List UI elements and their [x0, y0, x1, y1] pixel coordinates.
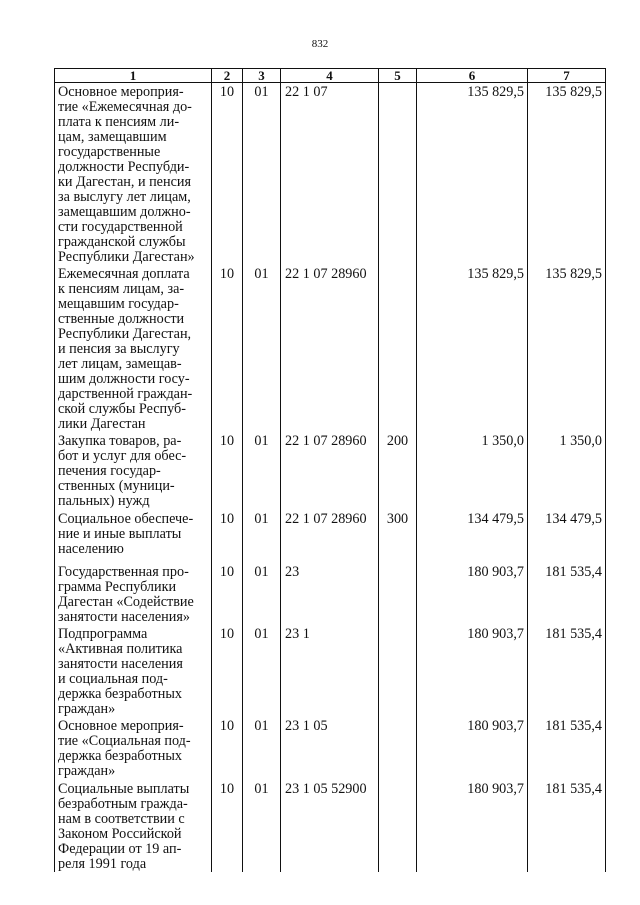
row-expense-type: [379, 717, 417, 780]
row-amount-1: 135 829,5: [417, 265, 528, 432]
row-expense-type: [379, 625, 417, 717]
row-amount-1: 134 479,5: [417, 510, 528, 563]
row-expense-type: [379, 83, 417, 266]
row-section: 10: [212, 265, 243, 432]
row-amount-1: 180 903,7: [417, 563, 528, 625]
row-subsection: 01: [243, 83, 281, 266]
row-name: Основное мероприя- тие «Ежемесячная до- плата к пенсиям ли- цам, замещавшим государственные должности Респубди- ки Дагестан, и пенсия за выслугу лет лицам, замещавшим должно- сти государственной гражданской службы Республики Дагестан»: [55, 83, 212, 266]
row-subsection: 01: [243, 717, 281, 780]
table-row: [55, 83, 606, 266]
row-name: Основное мероприя- тие «Социальная под- держка безработных граждан»: [55, 717, 212, 780]
table-row: [55, 432, 606, 510]
table-row: [55, 265, 606, 432]
row-expense-type: 300: [379, 510, 417, 563]
row-target-article: 22 1 07 28960: [281, 432, 379, 510]
row-target-article: 23: [281, 563, 379, 625]
header-col-1: 1: [55, 69, 212, 83]
header-col-5: 5: [379, 69, 417, 83]
page-number: 832: [311, 38, 329, 50]
row-name: Подпрограмма «Активная политика занятости населения и социальная под- держка безработных граждан»: [55, 625, 212, 717]
row-name: Социальное обеспече- ние и иные выплаты населению: [55, 510, 212, 563]
row-subsection: 01: [243, 510, 281, 563]
row-amount-2: 135 829,5: [528, 265, 606, 432]
row-amount-2: 1 350,0: [528, 432, 606, 510]
row-subsection: 01: [243, 625, 281, 717]
table-body: [55, 83, 606, 873]
row-target-article: 23 1 05: [281, 717, 379, 780]
row-target-article: 23 1 05 52900: [281, 780, 379, 872]
row-amount-2: 181 535,4: [528, 780, 606, 872]
row-amount-2: 181 535,4: [528, 717, 606, 780]
row-target-article: 22 1 07 28960: [281, 265, 379, 432]
row-subsection: 01: [243, 563, 281, 625]
table-row: [55, 625, 606, 717]
row-section: 10: [212, 83, 243, 266]
header-col-3: 3: [243, 69, 281, 83]
row-section: 10: [212, 780, 243, 872]
table-row: [55, 717, 606, 780]
row-name: Закупка товаров, ра- бот и услуг для обес- печения государ- ственных (муници- пальных) нужд: [55, 432, 212, 510]
table-header-row: [55, 69, 606, 83]
row-amount-2: 181 535,4: [528, 563, 606, 625]
row-name: Государственная про- грамма Республики Дагестан «Содействие занятости населения»: [55, 563, 212, 625]
row-amount-1: 180 903,7: [417, 625, 528, 717]
row-section: 10: [212, 510, 243, 563]
row-section: 10: [212, 717, 243, 780]
row-expense-type: [379, 265, 417, 432]
header-col-7: 7: [528, 69, 606, 83]
row-subsection: 01: [243, 432, 281, 510]
row-subsection: 01: [243, 780, 281, 872]
row-amount-1: 180 903,7: [417, 780, 528, 872]
row-amount-2: 181 535,4: [528, 625, 606, 717]
row-section: 10: [212, 625, 243, 717]
table-row: [55, 780, 606, 872]
row-section: 10: [212, 432, 243, 510]
row-amount-1: 180 903,7: [417, 717, 528, 780]
row-name: Социальные выплаты безработным гражда- нам в соответствии с Законом Российской Федерации от 19 ап- реля 1991 года: [55, 780, 212, 872]
row-amount-1: 135 829,5: [417, 83, 528, 266]
row-amount-2: 134 479,5: [528, 510, 606, 563]
row-section: 10: [212, 563, 243, 625]
row-amount-2: 135 829,5: [528, 83, 606, 266]
row-amount-1: 1 350,0: [417, 432, 528, 510]
row-target-article: 22 1 07: [281, 83, 379, 266]
row-target-article: 23 1: [281, 625, 379, 717]
row-name: Ежемесячная доплата к пенсиям лицам, за- мещавшим государ- ственные должности Республики Дагестан, и пенсия за выслугу лет лицам, замещав- шим должности госу- дарственной граждан- ской службы Респуб- лики Дагестан: [55, 265, 212, 432]
row-expense-type: [379, 563, 417, 625]
table-row: [55, 563, 606, 625]
header-col-6: 6: [417, 69, 528, 83]
header-col-4: 4: [281, 69, 379, 83]
row-expense-type: 200: [379, 432, 417, 510]
table-row: [55, 510, 606, 563]
budget-table: [54, 68, 606, 872]
row-subsection: 01: [243, 265, 281, 432]
row-expense-type: [379, 780, 417, 872]
row-target-article: 22 1 07 28960: [281, 510, 379, 563]
header-col-2: 2: [212, 69, 243, 83]
